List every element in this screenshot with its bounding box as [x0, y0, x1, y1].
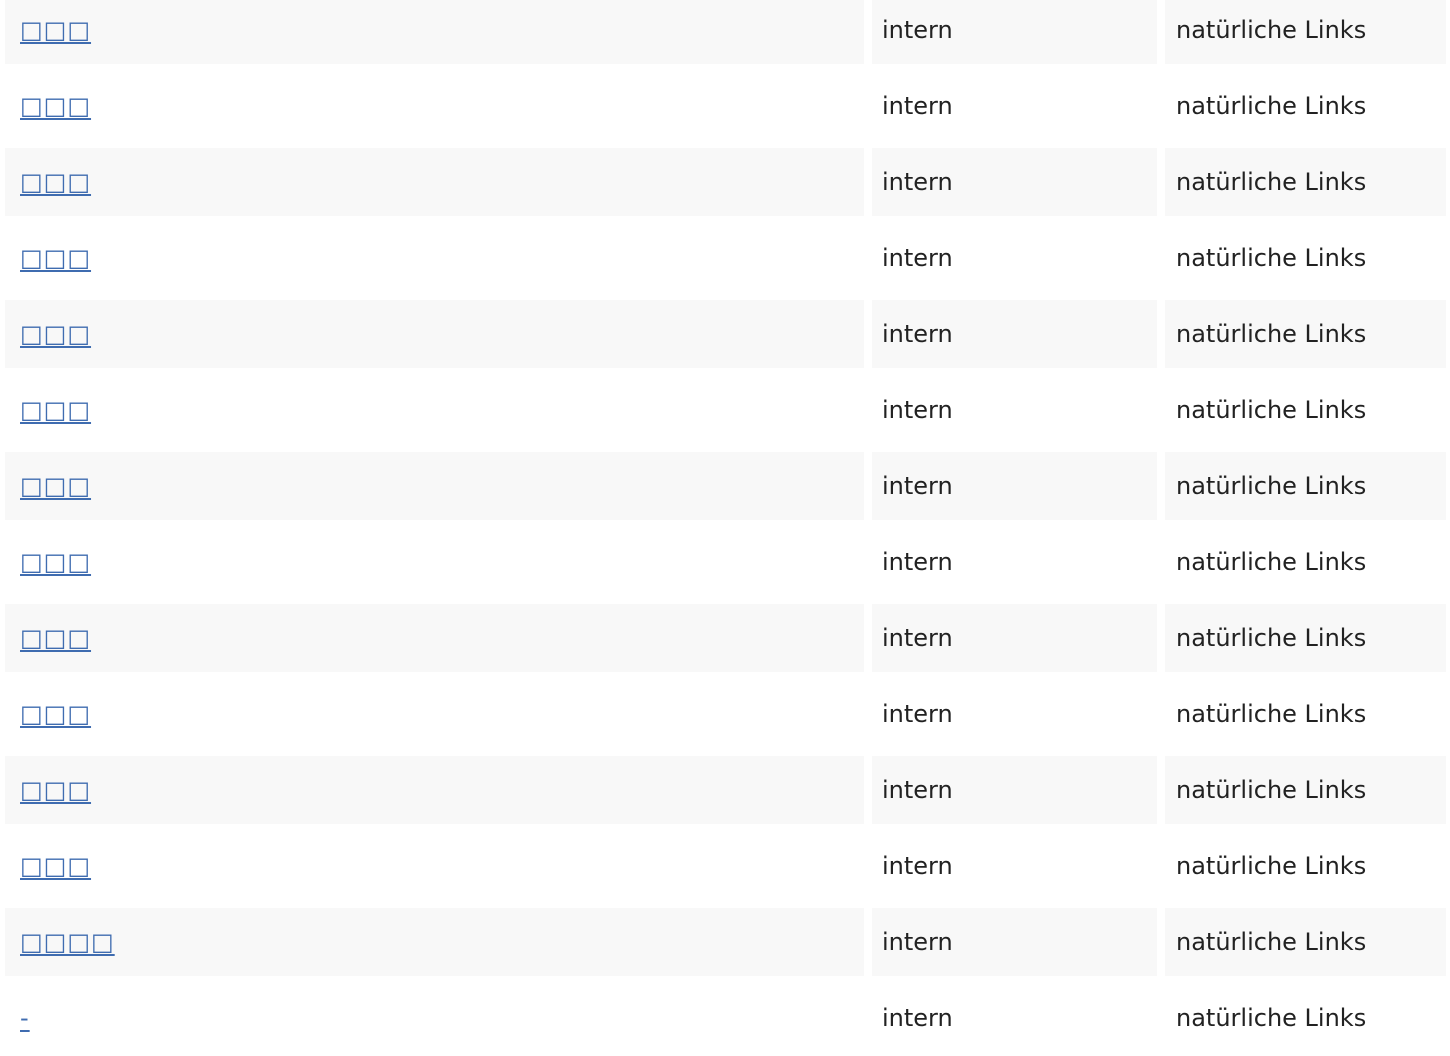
table-row: [5, 220, 1446, 296]
link-type-cell: intern: [868, 980, 1161, 1056]
link-juice-cell: natürliche Links: [1161, 296, 1446, 372]
link-type-cell: intern: [868, 600, 1161, 676]
link-juice-cell: natürliche Links: [1161, 448, 1446, 524]
anchor-cell: [5, 904, 868, 980]
link-juice-cell: natürliche Links: [1161, 144, 1446, 220]
anchor-link[interactable]: □□□: [20, 396, 92, 424]
anchor-cell: [5, 68, 868, 144]
anchor-link[interactable]: □□□: [20, 852, 92, 880]
anchor-link[interactable]: □□□: [20, 776, 92, 804]
anchor-link[interactable]: □□□: [20, 168, 92, 196]
table-row: [5, 752, 1446, 828]
link-type-cell: intern: [868, 524, 1161, 600]
table-row: [5, 980, 1446, 1056]
anchor-cell: [5, 296, 868, 372]
table-row: [5, 828, 1446, 904]
table-row: [5, 904, 1446, 980]
link-juice-cell: natürliche Links: [1161, 68, 1446, 144]
anchor-cell: [5, 524, 868, 600]
link-type-cell: intern: [868, 220, 1161, 296]
link-juice-cell: natürliche Links: [1161, 220, 1446, 296]
link-type-cell: intern: [868, 372, 1161, 448]
link-juice-cell: natürliche Links: [1161, 752, 1446, 828]
link-type-cell: intern: [868, 296, 1161, 372]
link-type-cell: intern: [868, 828, 1161, 904]
link-juice-cell: natürliche Links: [1161, 0, 1446, 68]
anchor-link[interactable]: □□□: [20, 700, 92, 728]
link-juice-cell: natürliche Links: [1161, 676, 1446, 752]
table-row: [5, 600, 1446, 676]
table-row: [5, 0, 1446, 68]
anchor-cell: [5, 448, 868, 524]
link-juice-cell: natürliche Links: [1161, 904, 1446, 980]
table-row: [5, 68, 1446, 144]
table-row: [5, 372, 1446, 448]
anchor-link[interactable]: □□□: [20, 92, 92, 120]
anchor-cell: [5, 0, 868, 68]
anchor-cell: [5, 676, 868, 752]
link-type-cell: intern: [868, 0, 1161, 68]
table-row: [5, 524, 1446, 600]
anchor-link[interactable]: □□□□: [20, 928, 115, 956]
link-type-cell: intern: [868, 752, 1161, 828]
table-row: [5, 144, 1446, 220]
table-row: [5, 676, 1446, 752]
anchor-link[interactable]: □□□: [20, 16, 92, 44]
link-juice-cell: natürliche Links: [1161, 828, 1446, 904]
link-type-cell: intern: [868, 904, 1161, 980]
anchor-cell: [5, 372, 868, 448]
anchor-cell: [5, 144, 868, 220]
link-type-cell: intern: [868, 448, 1161, 524]
anchor-link[interactable]: □□□: [20, 320, 92, 348]
table-row: [5, 296, 1446, 372]
anchor-link[interactable]: □□□: [20, 624, 92, 652]
anchor-cell: [5, 828, 868, 904]
link-juice-cell: natürliche Links: [1161, 372, 1446, 448]
anchor-link[interactable]: □□□: [20, 548, 92, 576]
anchor-cell: [5, 600, 868, 676]
link-juice-cell: natürliche Links: [1161, 600, 1446, 676]
link-type-cell: intern: [868, 144, 1161, 220]
link-type-cell: intern: [868, 676, 1161, 752]
anchor-cell: [5, 752, 868, 828]
anchor-link[interactable]: -: [20, 1004, 30, 1032]
anchor-link[interactable]: □□□: [20, 472, 92, 500]
link-juice-cell: natürliche Links: [1161, 980, 1446, 1056]
link-type-cell: intern: [868, 68, 1161, 144]
anchor-link[interactable]: □□□: [20, 244, 92, 272]
anchor-cell: [5, 980, 868, 1056]
links-table: [5, 0, 1446, 1056]
link-juice-cell: natürliche Links: [1161, 524, 1446, 600]
table-row: [5, 448, 1446, 524]
anchor-cell: [5, 220, 868, 296]
